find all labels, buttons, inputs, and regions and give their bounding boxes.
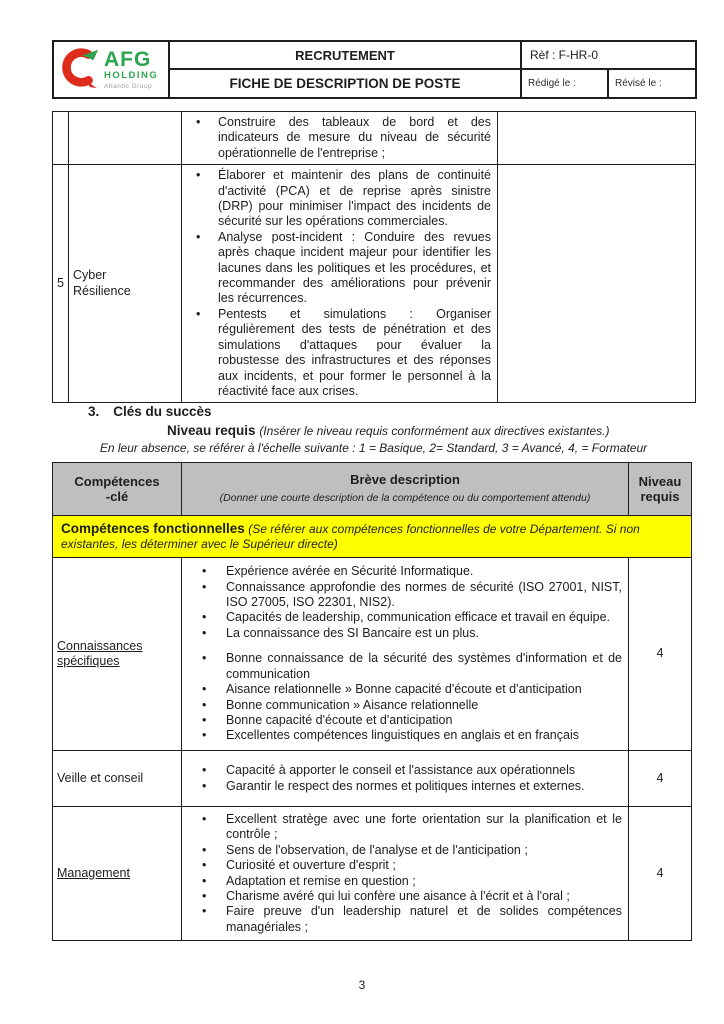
mission-label-cell-empty <box>69 112 182 165</box>
page-number: 3 <box>358 978 366 992</box>
mission-desc-cell <box>182 112 498 165</box>
band-title: Compétences fonctionnelles <box>61 520 245 536</box>
bullet-item: • Capacité à apporter le conseil et l'assistance aux opérationnels <box>188 763 622 778</box>
logo-holding: HOLDING <box>104 70 159 81</box>
competence-label-text: Connaissances spécifiques <box>57 638 143 668</box>
bullet-item: • Curiosité et ouverture d'esprit ; <box>188 858 622 873</box>
col-header-breve-description <box>182 463 629 516</box>
col-header-competences-cle <box>53 463 182 516</box>
logo-cell <box>53 41 169 98</box>
doc-ref: Rèf : F-HR-0 <box>521 41 696 69</box>
logo-brand: AFG <box>104 48 152 71</box>
doc-title-fiche: FICHE DE DESCRIPTION DE POSTE <box>169 69 521 98</box>
niveau-requis-line <box>52 423 695 438</box>
logo-tagline: Atlantic Group <box>104 82 153 90</box>
bullet-item: • La connaissance des SI Bancaire est un plus. <box>188 626 622 641</box>
bullet-item: • Expérience avérée en Sécurité Informatique. <box>188 564 622 579</box>
header-line: Compétences <box>74 473 160 489</box>
competence-label <box>53 751 182 807</box>
bullet-item: • Bonne connaissance de la sécurité des systèmes d'information et de communication <box>188 651 622 682</box>
missions-table <box>52 111 696 403</box>
logo-text <box>104 49 158 90</box>
table-row <box>53 41 696 69</box>
mission-label <box>69 165 182 403</box>
competence-desc-cell <box>182 751 629 807</box>
bullet-item: • Sens de l'observation, de l'analyse et de l'anticipation ; <box>188 843 622 858</box>
document-header-table <box>52 40 697 99</box>
band-note: (Se référer aux compétences fonctionnelles de votre Département. Si non existantes, les déterminer avec le Supérieur directe) <box>61 521 640 551</box>
mission-empty-cell <box>498 112 696 165</box>
competence-label <box>53 807 182 941</box>
company-logo <box>58 45 164 94</box>
doc-redige-le: Rédigé le : <box>521 69 608 98</box>
bullet-item: • Charisme avéré qui lui confère une aisance à l'écrit et à l'oral ; <box>188 889 622 904</box>
mission-label-text: Cyber Résilience <box>73 268 131 298</box>
doc-revise-le: Révisé le : <box>608 69 696 98</box>
header-italic: (Donner une courte description de la compétence ou du comportement attendu) <box>219 491 591 504</box>
bullet-item: • Faire preuve d'un leadership naturel et de solides compétences managériales ; <box>188 904 622 935</box>
competence-label-text: Management <box>57 865 130 880</box>
table-row <box>53 112 696 165</box>
niveau-value: 4 <box>629 751 692 807</box>
header-line: Niveau requis <box>638 473 682 504</box>
bullet-item: • Adaptation et remise en question ; <box>188 874 622 889</box>
header-line: -clé <box>105 489 129 504</box>
table-row <box>53 751 692 807</box>
competence-desc-cell <box>182 807 629 941</box>
bullet-item: • Aisance relationnelle » Bonne capacité d'écoute et d'anticipation <box>188 682 622 697</box>
mission-number-cell-empty <box>53 112 69 165</box>
mission-desc-cell <box>182 165 498 403</box>
doc-title-recrutement: RECRUTEMENT <box>169 41 521 69</box>
section-number: 3. <box>88 404 100 419</box>
bullet-item: • Élaborer et maintenir des plans de continuité d'activité (PCA) et de reprise après sinistre (DRP) pour minimiser l'impact des incidents de sécurité sur les opérations commerciales. <box>188 168 491 230</box>
niveau-requis-note: (Insérer le niveau requis conformément aux directives existantes.) <box>259 424 610 438</box>
bullet-item: • Garantir le respect des normes et politiques internes et externes. <box>188 779 622 794</box>
table-header-row <box>53 463 692 516</box>
bullet-item: • Pentests et simulations : Organiser régulièrement des tests de pénétration et des simulations d'attaques pour évaluer la robustesse des infrastructures et des réponses aux incidents, et pour former le personnel à la réactivité face aux crises. <box>188 307 491 399</box>
bullet-item: • Excellent stratège avec une forte orientation sur la planification et le contrôle ; <box>188 812 622 843</box>
echelle-note: En leur absence, se référer à l'échelle suivante : 1 = Basique, 2= Standard, 3 = Avancé, 4, = Formateur <box>99 441 648 455</box>
bullet-item: • Bonne communication » Aisance relationnelle <box>188 698 622 713</box>
bullet-item: • Excellentes compétences linguistiques en anglais et en français <box>188 728 622 743</box>
niveau-value: 4 <box>629 807 692 941</box>
col-header-niveau-requis <box>629 463 692 516</box>
competence-label <box>53 558 182 751</box>
header-bold: Brève description <box>350 472 460 488</box>
niveau-value: 4 <box>629 558 692 751</box>
table-row <box>53 165 696 403</box>
section-title: Clés du succès <box>113 404 212 419</box>
bullet-item: • Construire des tableaux de bord et des indicateurs de mesure du niveau de sécurité opérationnelle de l'entreprise ; <box>188 115 491 161</box>
niveau-requis-label: Niveau requis <box>167 423 256 438</box>
table-row <box>53 807 692 941</box>
bullet-item: • Bonne capacité d'écoute et d'anticipation <box>188 713 622 728</box>
competences-fonctionnelles-band <box>53 516 692 558</box>
afg-logo-icon <box>58 45 100 94</box>
bullet-item: • Analyse post-incident : Conduire des revues après chaque incident majeur pour identifier les lacunes dans les politiques et les procédures, et recommander des améliorations pour prévenir les récurrences. <box>188 230 491 307</box>
competence-label-text: Veille et conseil <box>57 770 144 785</box>
bullet-item: • Connaissance approfondie des normes de sécurité (ISO 27001, NIST, ISO 27005, ISO 22301, NIS2). <box>188 580 622 611</box>
table-row <box>53 558 692 751</box>
mission-number: 5 <box>53 165 69 403</box>
competences-table <box>52 462 692 941</box>
section-heading <box>88 404 212 419</box>
bullet-item: • Capacités de leadership, communication efficace et travail en équipe. <box>188 610 622 625</box>
mission-empty-cell <box>498 165 696 403</box>
table-row <box>53 516 692 558</box>
competence-desc-cell <box>182 558 629 751</box>
